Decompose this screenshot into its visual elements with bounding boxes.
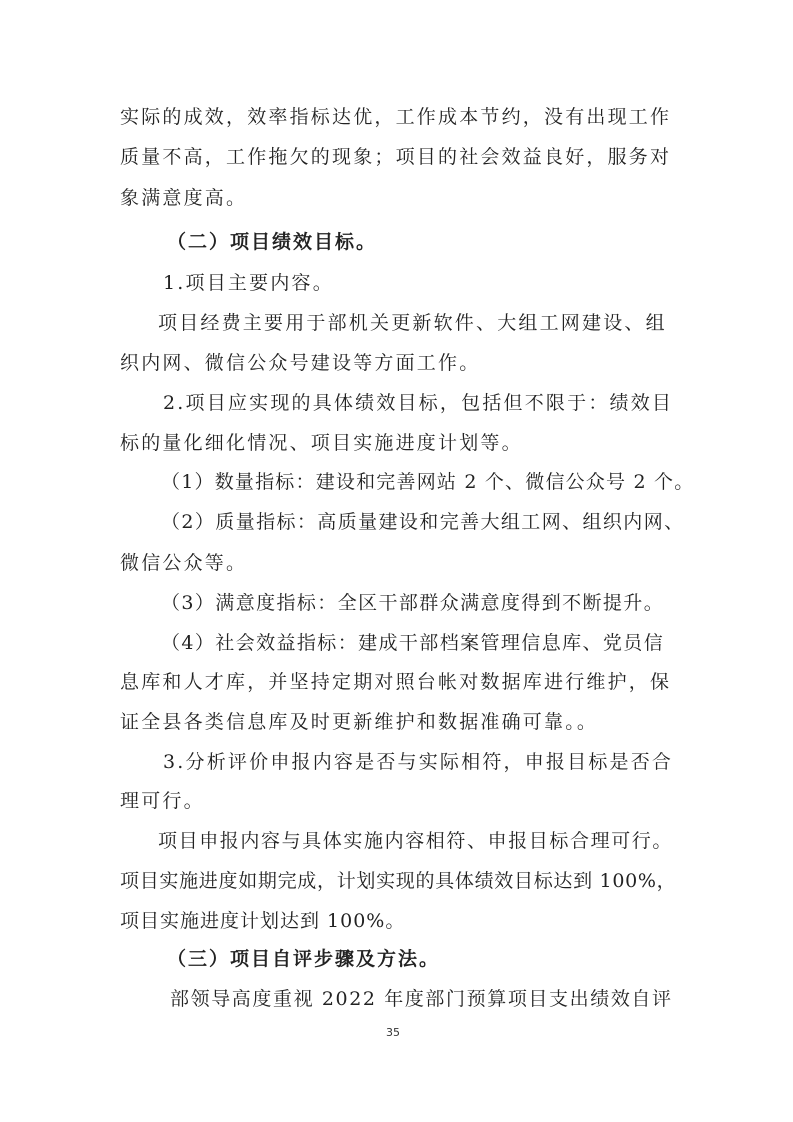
paragraph-line-7: 织内网、微信公众号建设等方面工作。 bbox=[120, 352, 481, 374]
section-heading-steps: （三）项目自评步骤及方法。 bbox=[167, 948, 441, 970]
paragraph-line-23: 部领导高度重视 2022 年度部门预算项目支出绩效自评 bbox=[170, 988, 673, 1010]
section-heading-goals: （二）项目绩效目标。 bbox=[167, 231, 378, 253]
indicator-quality: （2）质量指标：高质量建设和完善大组工网、组织内网、 bbox=[161, 511, 685, 533]
page-number: 35 bbox=[386, 1026, 400, 1039]
indicator-quantity: （1）数量指标：建设和完善网站 2 个、微信公众号 2 个。 bbox=[161, 471, 695, 493]
item-heading-3: 3.分析评价申报内容是否与实际相符，申报目标是否合 bbox=[163, 751, 674, 773]
paragraph-line-9: 标的量化细化情况、项目实施进度计划等。 bbox=[120, 432, 523, 454]
paragraph-line-20: 项目实施进度如期完成，计划实现的具体绩效目标达到 100%， bbox=[120, 870, 677, 892]
indicator-satisfaction: （3）满意度指标：全区干部群众满意度得到不断提升。 bbox=[161, 592, 665, 614]
paragraph-line-1: 实际的成效，效率指标达优，工作成本节约，没有出现工作 bbox=[120, 106, 672, 128]
paragraph-line-3: 象满意度高。 bbox=[120, 187, 248, 209]
paragraph-line-15: 息库和人才库，并坚持定期对照台帐对数据库进行维护，保 bbox=[120, 671, 672, 693]
indicator-social-benefit: （4）社会效益指标：建成干部档案管理信息库、党员信 bbox=[161, 632, 665, 654]
paragraph-line-6: 项目经费主要用于部机关更新软件、大组工网建设、组 bbox=[158, 312, 667, 334]
paragraph-line-2: 质量不高，工作拖欠的现象；项目的社会效益良好，服务对 bbox=[120, 146, 672, 168]
paragraph-line-12: 微信公众等。 bbox=[120, 552, 248, 574]
item-heading-1: 1.项目主要内容。 bbox=[163, 272, 334, 294]
paragraph-line-18: 理可行。 bbox=[120, 790, 205, 812]
paragraph-line-21: 项目实施进度计划达到 100%。 bbox=[120, 910, 406, 932]
paragraph-line-16: 证全县各类信息库及时更新维护和数据准确可靠。。 bbox=[120, 711, 599, 733]
item-heading-2: 2.项目应实现的具体绩效目标，包括但不限于：绩效目 bbox=[163, 392, 674, 414]
paragraph-line-19: 项目申报内容与具体实施内容相符、申报目标合理可行。 bbox=[158, 830, 674, 852]
